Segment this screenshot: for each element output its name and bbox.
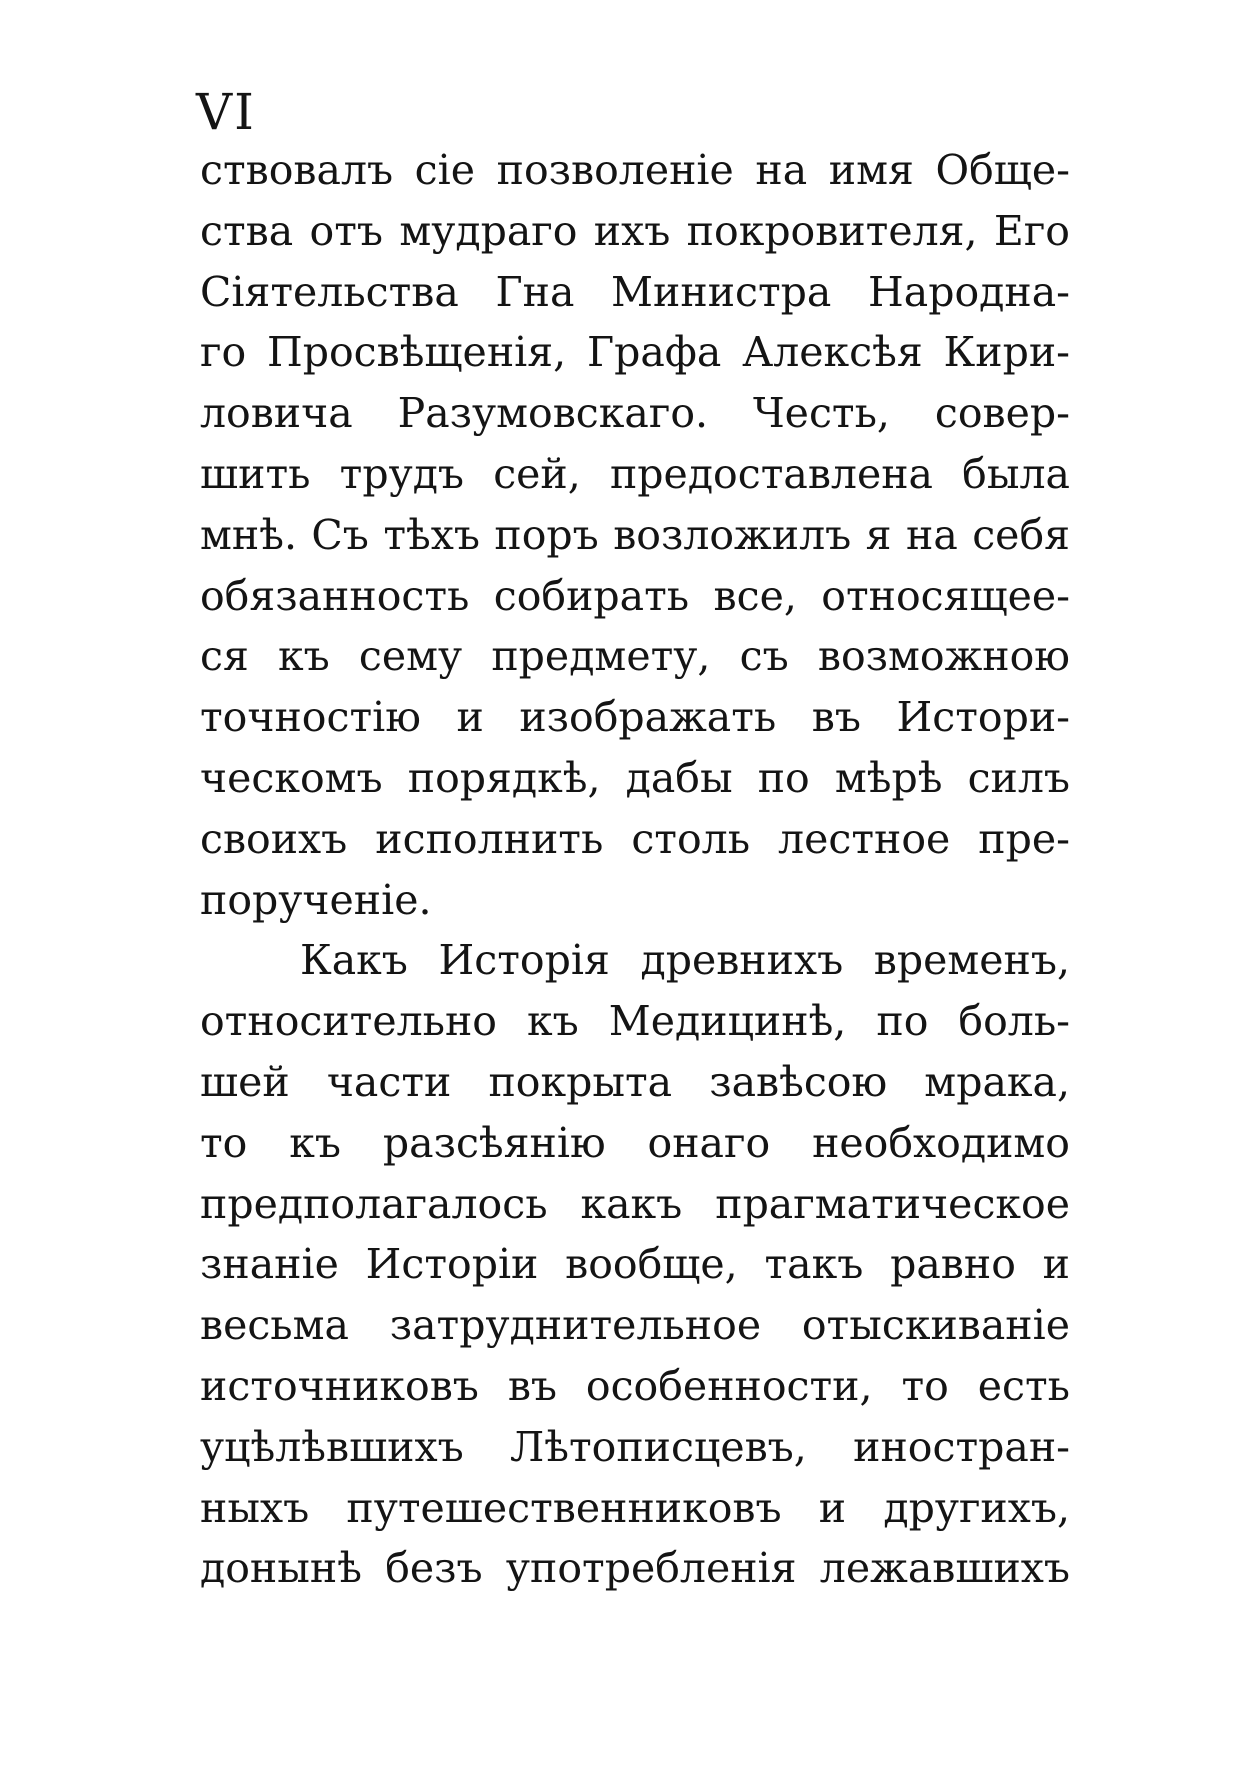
text-line: обязанность собирать все, относящее- xyxy=(200,571,1070,620)
text-line: знаніе Исторіи вообще, такъ равно и xyxy=(200,1240,1070,1289)
text-line: относительно къ Медицинѣ, по боль- xyxy=(200,997,1070,1046)
text-line: шей части покрыта завѣсою мрака, xyxy=(200,1057,1070,1106)
page-number: VI xyxy=(196,83,256,141)
paragraph-1 xyxy=(200,140,1070,930)
text-line: то къ разсѣянію онаго необходимо xyxy=(200,1118,1070,1167)
text-line: точностію и изображать въ Истори- xyxy=(200,693,1070,742)
text-line: ствовалъ сіе позволеніе на имя Обще- xyxy=(200,146,1070,194)
text-line: шить трудъ сей, предоставлена была xyxy=(200,449,1070,498)
text-line: Какъ Исторія древнихъ временъ, xyxy=(300,936,1070,985)
text-line: ства отъ мудраго ихъ покровителя, Его xyxy=(200,206,1070,255)
text-line: ческомъ порядкѣ, дабы по мѣрѣ силъ xyxy=(200,753,1070,802)
text-line: го Просвѣщенія, Графа Алексѣя Кири- xyxy=(200,328,1070,377)
text-line: порученіе. xyxy=(200,875,432,924)
text-line: уцѣлѣвшихъ Лѣтописцевъ, иностран- xyxy=(200,1422,1070,1471)
text-line: предполагалось какъ прагматическое xyxy=(200,1179,1070,1228)
text-line: ныхъ путешественниковъ и другихъ, xyxy=(200,1483,1070,1532)
text-line: своихъ исполнить столь лестное пре- xyxy=(200,814,1070,863)
text-line: ся къ сему предмету, съ возможною xyxy=(200,632,1070,681)
body-text xyxy=(200,140,1070,1599)
text-line: Сіятельства Гна Министра Народна- xyxy=(200,267,1070,316)
text-line: источниковъ въ особенности, то есть xyxy=(200,1361,1070,1410)
text-line: весьма затруднительное отыскиваніе xyxy=(200,1301,1070,1350)
paragraph-2 xyxy=(200,930,1070,1599)
text-line: ловича Разумовскаго. Честь, совер- xyxy=(200,389,1070,438)
text-line: донынѣ безъ употребленія лежавшихъ xyxy=(200,1544,1070,1593)
text-line: мнѣ. Съ тѣхъ поръ возложилъ я на себя xyxy=(200,510,1070,559)
